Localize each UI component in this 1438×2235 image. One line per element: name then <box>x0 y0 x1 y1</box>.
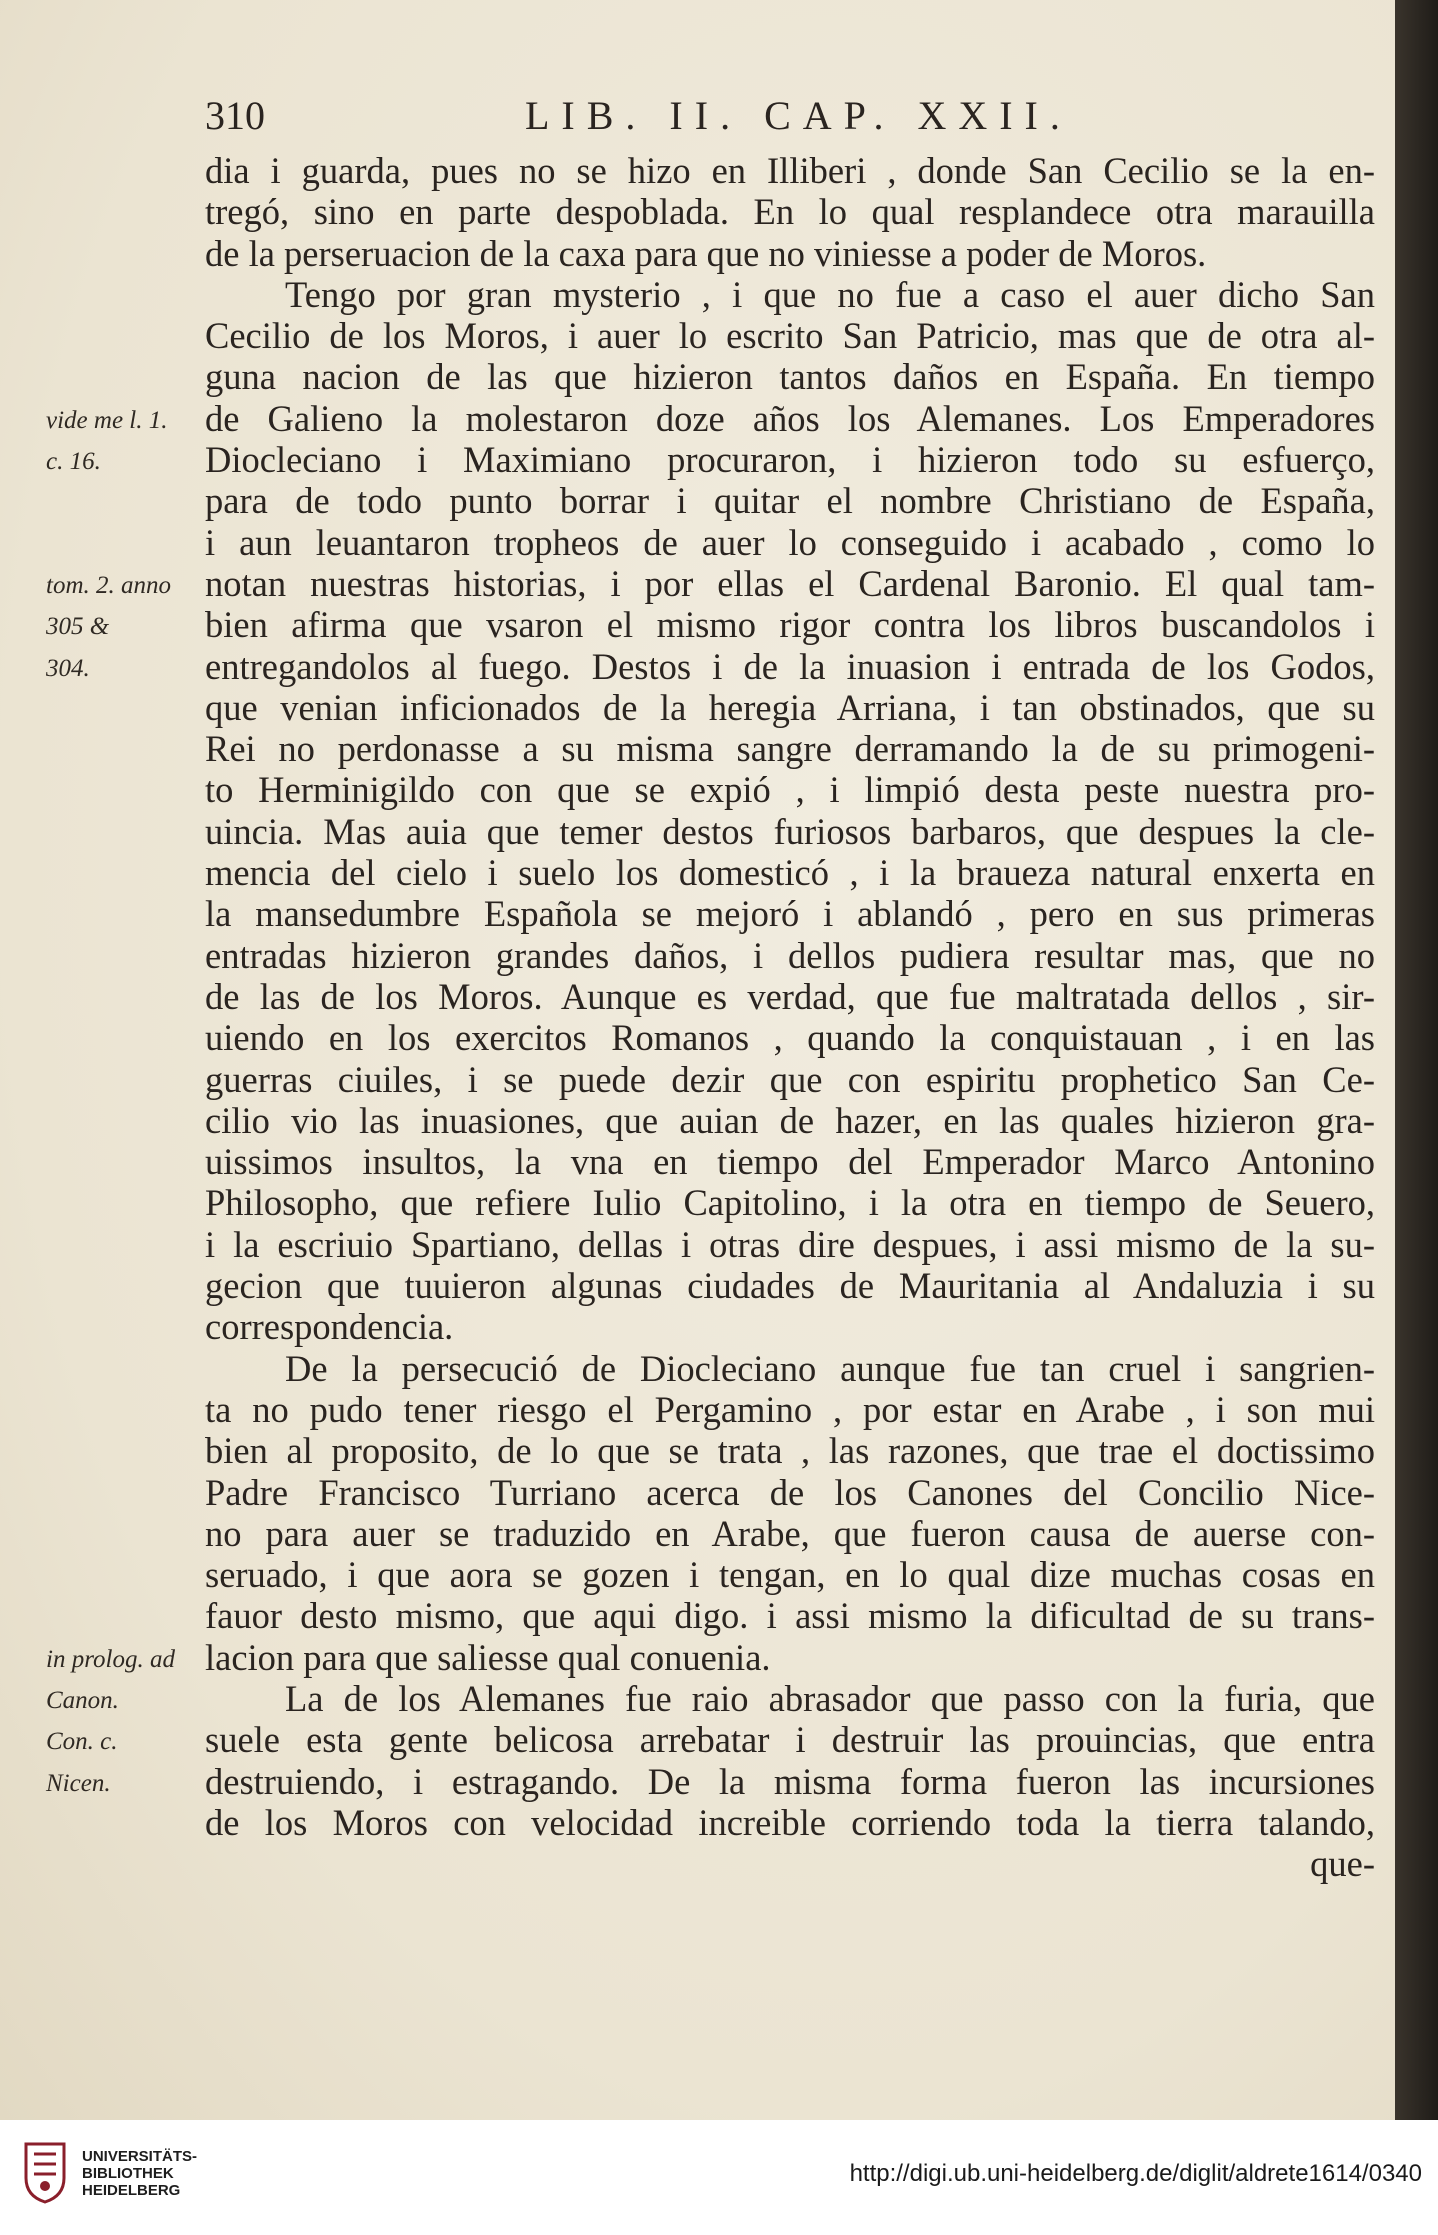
margin-note: Con. c. <box>46 1728 118 1756</box>
text-line: para de todo punto borrar i quitar el nombre Christiano de España, <box>205 480 1375 522</box>
text-line: de la perseruacion de la caxa para que no viniesse a poder de Moros. <box>205 232 1207 274</box>
text-line: lacion para que saliesse qual conuenia. <box>205 1636 771 1678</box>
text-line: ta no pudo tener riesgo el Pergamino , por estar en Arabe , i son mui <box>205 1388 1375 1430</box>
text-line: Cecilio de los Moros, i auer lo escrito San Patricio, mas que de otra al- <box>205 315 1375 357</box>
logo-line: BIBLIOTHEK <box>82 2165 174 2182</box>
text-line: Rei no perdonasse a su misma sangre derramando la de su primogeni- <box>205 728 1375 770</box>
text-line: entradas hizieron grandes daños, i dellos pudiera resultar mas, que no <box>205 934 1375 976</box>
text-line: entregandolos al fuego. Destos i de la inuasion i entrada de los Godos, <box>205 645 1375 687</box>
text-line: guna nacion de las que hizieron tantos daños en España. En tiempo <box>205 356 1375 398</box>
text-line: que venian inficionados de la heregia Arriana, i tan obstinados, que su <box>205 686 1375 728</box>
margin-note: 305 & <box>46 613 110 641</box>
text-line: to Herminigildo con que se expió , i limpió desta peste nuestra pro- <box>205 769 1375 811</box>
text-line: La de los Alemanes fue raio abrasador que passo con la furia, que <box>285 1677 1375 1719</box>
text-line: dia i guarda, pues no se hizo en Illiberi , donde San Cecilio se la en- <box>205 150 1375 191</box>
running-head-title: LIB. II. CAP. XXII. <box>525 93 1072 138</box>
page-number: 310 <box>205 93 265 138</box>
margin-note: Nicen. <box>46 1769 111 1797</box>
text-line: De la persecució de Diocleciano aunque fue tan cruel i sangrien- <box>285 1347 1375 1389</box>
footer-bar <box>0 2120 1438 2235</box>
text-line: notan nuestras historias, i por ellas el Cardenal Baronio. El qual tam- <box>205 562 1375 604</box>
margin-note: in prolog. ad <box>46 1645 175 1673</box>
source-url-link[interactable]: http://digi.ub.uni-heidelberg.de/diglit/aldrete1614/0340 <box>849 2160 1422 2187</box>
text-line: de las de los Moros. Aunque es verdad, que fue maltratada dellos , sir- <box>205 975 1375 1017</box>
margin-note: Canon. <box>46 1687 119 1715</box>
text-line: mencia del cielo i suelo los domesticó , i la braueza natural enxerta en <box>205 852 1375 894</box>
text-line: suele esta gente belicosa arrebatar i destruir las prouincias, que entra <box>205 1719 1375 1761</box>
margin-note: tom. 2. anno <box>46 572 171 599</box>
text-line: destruiendo, i estragando. De la misma forma fueron las incursiones <box>205 1760 1375 1802</box>
text-line: cilio vio las inuasiones, que auian de hazer, en las quales hizieron gra- <box>205 1099 1375 1141</box>
text-line: bien afirma que vsaron el mismo rigor contra los libros buscandolos i <box>205 604 1375 646</box>
text-line: uiendo en los exercitos Romanos , quando la conquistauan , i en las <box>205 1017 1375 1059</box>
text-line: la mansedumbre Española se mejoró i ablandó , pero en sus primeras <box>205 893 1375 935</box>
logo-line: UNIVERSITÄTS- <box>82 2148 198 2165</box>
text-line: Diocleciano i Maximiano procuraron, i hizieron todo su esfuerço, <box>205 439 1375 481</box>
text-line: fauor desto mismo, que aqui digo. i assi mismo la dificultad de su trans- <box>205 1595 1375 1637</box>
text-line: que- <box>1310 1843 1375 1885</box>
margin-note: vide me l. 1. <box>46 406 168 434</box>
margin-note: 304. <box>46 654 90 682</box>
text-line: seruado, i que aora se gozen i tengan, en lo qual dize muchas cosas en <box>205 1554 1375 1596</box>
text-line: i aun leuantaron tropheos de auer lo conseguido i acabado , como lo <box>205 521 1375 563</box>
university-seal-icon <box>22 2140 68 2204</box>
text-line: Philosopho, que refiere Iulio Capitolino, i la otra en tiempo de Seuero, <box>205 1182 1375 1224</box>
page-edge-shadow <box>1395 0 1438 2120</box>
text-line: i la escriuio Spartiano, dellas i otras dire despues, i assi mismo de la su- <box>205 1223 1375 1265</box>
text-line: de los Moros con velocidad increible corriendo toda la tierra talando, <box>205 1801 1375 1843</box>
text-line: Padre Francisco Turriano acerca de los Canones del Concilio Nice- <box>205 1471 1375 1513</box>
text-line: tregó, sino en parte despoblada. En lo qual resplandece otra marauilla <box>205 191 1375 233</box>
text-line: no para auer se traduzido en Arabe, que fueron causa de auerse con- <box>205 1512 1375 1554</box>
text-line: guerras ciuiles, i se puede dezir que con espiritu prophetico San Ce- <box>205 1058 1375 1100</box>
logo-line: HEIDELBERG <box>82 2182 181 2199</box>
body-text <box>205 150 1375 1884</box>
text-line: Tengo por gran mysterio , i que no fue a caso el auer dicho San <box>285 273 1375 315</box>
running-head <box>205 92 1395 136</box>
text-line: uincia. Mas auia que temer destos furiosos barbaros, que despues la cle- <box>205 810 1375 852</box>
text-line: correspondencia. <box>205 1306 454 1348</box>
text-line: de Galieno la molestaron doze años los Alemanes. Los Emperadores <box>205 397 1375 439</box>
text-line: uissimos insultos, la vna en tiempo del Emperador Marco Antonino <box>205 1141 1375 1183</box>
text-line: gecion que tuuieron algunas ciudades de Mauritania al Andaluzia i su <box>205 1265 1375 1307</box>
text-line: bien al proposito, de lo que se trata , las razones, que trae el doctissimo <box>205 1430 1375 1472</box>
margin-note: c. 16. <box>46 448 101 476</box>
library-logo-text <box>82 2148 197 2199</box>
